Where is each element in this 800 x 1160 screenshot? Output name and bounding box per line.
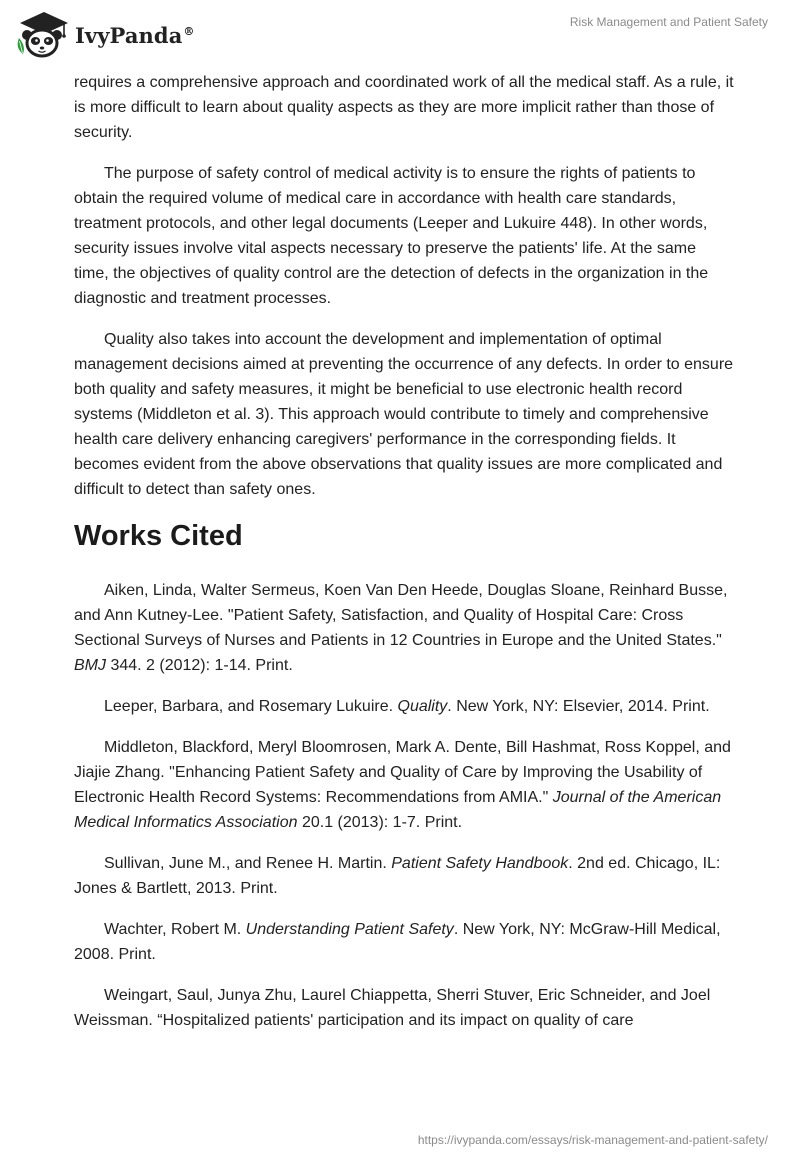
reference-text: Middleton, Blackford, Meryl Bloomrosen, Mark A. Dente, Bill Hashmat, Ross Koppel, and Jiajie Zhang. "Enhancing Patient Safety and Quality of Care by Improving the Usability of Electronic Health Record Systems: Recommendations from AMIA." (74, 739, 731, 806)
body-paragraph: requires a comprehensive approach and coordinated work of all the medical staff. As a rule, it is more difficult to learn about quality aspects as they are more implicit rather than those of security. (74, 74, 734, 141)
essay-content (74, 70, 734, 1049)
reference-text: . New York, NY: McGraw-Hill Medical, 2008. Print. (74, 921, 721, 963)
reference-text: . New York, NY: Elsevier, 2014. Print. (447, 698, 710, 715)
reference-entry (74, 735, 734, 835)
reference-text: Wachter, Robert M. (104, 921, 246, 938)
reference-text: Leeper, Barbara, and Rosemary Lukuire. (104, 698, 398, 715)
reference-title: Patient Safety Handbook (391, 855, 569, 872)
body-paragraph: Quality also takes into account the development and implementation of optimal management decisions aimed at preventing the occurrence of any defects. In order to ensure both quality and safety measures, it might be beneficial to use electronic health record systems (Middleton et al. 3). This approach would contribute to timely and comprehensive health care delivery enhancing caregivers' performance in the corresponding fields. It becomes evident from the above observations that quality issues are more complicated and difficult to detect than safety ones. (74, 331, 734, 498)
reference-entry (74, 983, 734, 1033)
reference-text: 20.1 (2013): 1-7. Print. (297, 814, 463, 831)
reference-entry (74, 578, 734, 678)
page-header (0, 0, 800, 68)
reference-text: . 2nd ed. Chicago, IL: Jones & Bartlett, 2013. Print. (74, 855, 721, 897)
body-paragraph: The purpose of safety control of medical activity is to ensure the rights of patients to obtain the required volume of medical care in accordance with health care standards, treatment protocols, and other legal documents (Leeper and Lukuire 448). In other words, security issues involve vital aspects necessary to preserve the patients' life. At the same time, the objectives of quality control are the detection of defects in the organization in the diagnostic and treatment processes. (74, 165, 709, 307)
reference-entry (74, 851, 734, 901)
panda-graduate-icon (14, 8, 70, 60)
reference-text: Weingart, Saul, Junya Zhu, Laurel Chiappetta, Sherri Stuver, Eric Schneider, and Joel Weissman. “Hospitalized patients' participation and its impact on quality of care (74, 987, 711, 1029)
source-url-link[interactable]: https://ivypanda.com/essays/risk-management-and-patient-safety/ (417, 1133, 768, 1147)
reference-entry (74, 917, 734, 967)
reference-title: Understanding Patient Safety (245, 921, 454, 938)
document-title: Risk Management and Patient Safety (569, 15, 768, 29)
reference-text: Sullivan, June M., and Renee H. Martin. (104, 855, 392, 872)
brand-name: IvyPanda® (75, 22, 195, 48)
reference-title: BMJ (74, 657, 106, 674)
reference-text: 344. 2 (2012): 1-14. Print. (106, 657, 293, 674)
reference-title: Quality (397, 698, 448, 715)
registered-mark: ® (183, 24, 195, 38)
reference-text: Aiken, Linda, Walter Sermeus, Koen Van Den Heede, Douglas Sloane, Reinhard Busse, and Ann Kutney-Lee. "Patient Safety, Satisfaction, and Quality of Hospital Care: Cross Sectional Surveys of Nurses and Patients in 12 Countries in Europe and the United States." (74, 582, 728, 649)
works-cited-heading: Works Cited (74, 520, 243, 552)
reference-title: Journal of the American Medical Informatics Association (74, 789, 722, 831)
ivypanda-logo[interactable] (14, 8, 195, 60)
reference-entry (74, 694, 734, 719)
